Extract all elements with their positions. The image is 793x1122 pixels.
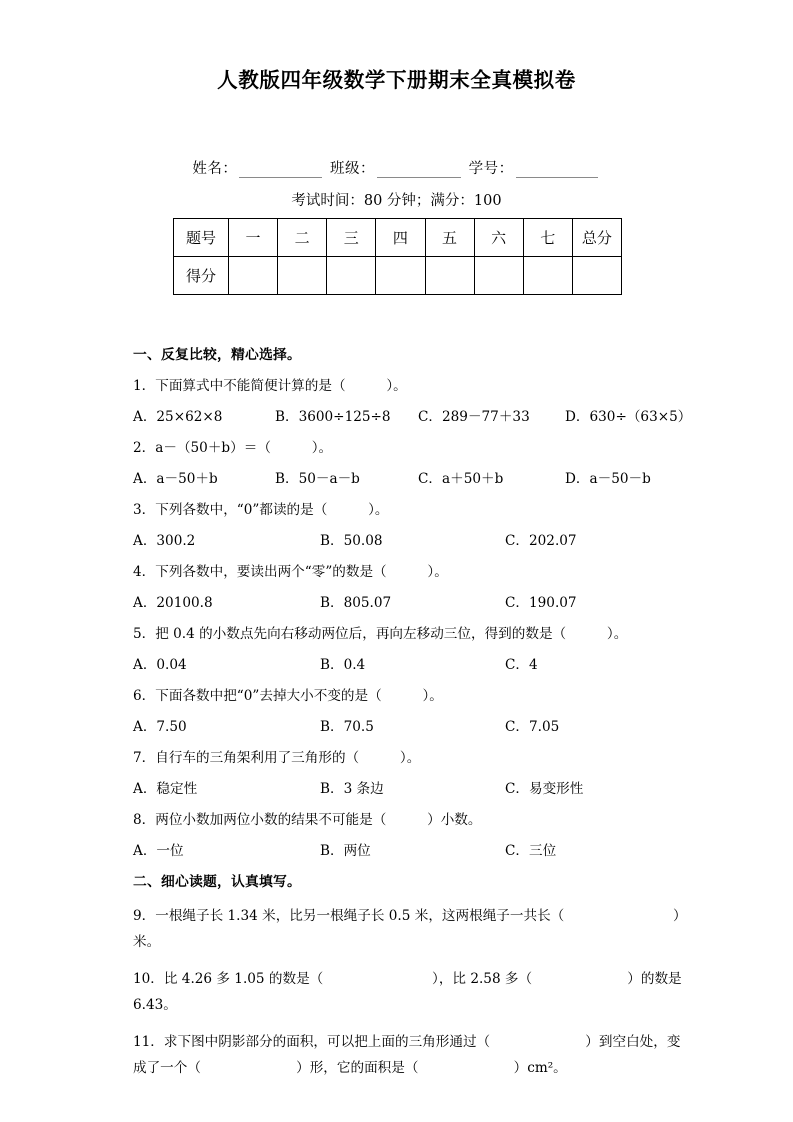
question-1-option-d[interactable]: D．630÷（63×5） — [565, 409, 692, 425]
page-title: 人教版四年级数学下册期末全真模拟卷 — [217, 68, 576, 92]
question-2-option-d[interactable]: D．a－50－b — [565, 471, 651, 487]
question-4-stem: 4．下列各数中，要读出两个“零”的数是（ ）。 — [133, 564, 448, 580]
question-6-option-a[interactable]: A．7.50 — [133, 719, 187, 735]
exam-info-line: 考试时间：80 分钟；满分：100 — [291, 193, 502, 209]
score-table-col-2: 二 — [278, 219, 327, 257]
question-7-option-b[interactable]: B．3 条边 — [320, 781, 384, 797]
question-3-stem: 3．下列各数中，“0”都读的是（ ）。 — [133, 502, 389, 518]
question-2-options — [133, 470, 693, 488]
question-3-option-c[interactable]: C．202.07 — [505, 533, 577, 549]
score-cell-5[interactable] — [425, 257, 474, 295]
question-6-stem: 6．下面各数中把“0”去掉大小不变的是（ ）。 — [133, 688, 443, 704]
question-10-stem: 10．比 4.26 多 1.05 的数是（ ），比 2.58 多（ ）的数是 6.43。 — [133, 971, 682, 1013]
question-2-option-a[interactable]: A．a－50＋b — [133, 471, 218, 487]
score-cell-2[interactable] — [278, 257, 327, 295]
question-7-stem: 7．自行车的三角架利用了三角形的（ ）。 — [133, 750, 421, 766]
question-5-option-a[interactable]: A．0.04 — [133, 657, 187, 673]
question-8-options — [133, 842, 693, 860]
question-11-stem: 11．求下图中阴影部分的面积，可以把上面的三角形通过（ ）到空白处，变成了一个（ ）形，它的面积是（ ）cm²。 — [133, 1034, 681, 1076]
identity-line — [0, 157, 793, 178]
score-table-row-label-2: 得分 — [174, 257, 229, 295]
score-table — [173, 218, 622, 295]
score-cell-6[interactable] — [474, 257, 523, 295]
class-label: 班级： — [330, 161, 375, 177]
question-6-options — [133, 718, 693, 736]
name-input-rule[interactable] — [239, 164, 322, 178]
question-8-option-a[interactable]: A．一位 — [133, 843, 184, 859]
score-table-col-3: 三 — [327, 219, 376, 257]
question-2-option-c[interactable]: C．a＋50＋b — [418, 471, 504, 487]
question-3-options — [133, 532, 693, 550]
class-input-rule[interactable] — [377, 164, 461, 178]
question-5-options — [133, 656, 693, 674]
question-7-option-a[interactable]: A．稳定性 — [133, 781, 198, 797]
table-row-scores — [174, 257, 622, 295]
score-table-col-4: 四 — [376, 219, 425, 257]
student-id-label: 学号： — [468, 161, 514, 177]
question-7-option-c[interactable]: C．易变形性 — [505, 781, 584, 797]
question-4-option-c[interactable]: C．190.07 — [505, 595, 577, 611]
question-1-option-a[interactable]: A．25×62×8 — [133, 409, 223, 425]
question-6-option-b[interactable]: B．70.5 — [320, 719, 374, 735]
score-table-col-total: 总分 — [572, 219, 621, 257]
question-1-option-c[interactable]: C．289－77＋33 — [418, 409, 530, 425]
question-8-option-b[interactable]: B．两位 — [320, 843, 371, 859]
question-5-option-c[interactable]: C．4 — [505, 657, 538, 673]
question-2-option-b[interactable]: B．50－a－b — [275, 471, 360, 487]
question-8-stem: 8．两位小数加两位小数的结果不可能是（ ）小数。 — [133, 812, 482, 828]
question-1-stem: 1．下面算式中不能简便计算的是（ ）。 — [133, 378, 407, 394]
question-6-option-c[interactable]: C．7.05 — [505, 719, 560, 735]
question-4-option-b[interactable]: B．805.07 — [320, 595, 392, 611]
score-cell-1[interactable] — [229, 257, 278, 295]
score-table-col-7: 七 — [523, 219, 572, 257]
question-2-stem: 2．a－（50＋b）＝（ ）。 — [133, 440, 333, 456]
question-9-stem: 9．一根绳子长 1.34 米，比另一根绳子长 0.5 米，这两根绳子一共长（ ）米。 — [133, 908, 687, 950]
student-id-input-rule[interactable] — [516, 164, 598, 178]
exam-body — [133, 346, 693, 1092]
question-1-option-b[interactable]: B．3600÷125÷8 — [275, 409, 391, 425]
score-table-col-6: 六 — [474, 219, 523, 257]
score-cell-4[interactable] — [376, 257, 425, 295]
score-table-row-label-1: 题号 — [174, 219, 229, 257]
score-cell-7[interactable] — [523, 257, 572, 295]
question-7-options — [133, 780, 693, 798]
score-table-col-5: 五 — [425, 219, 474, 257]
question-8-option-c[interactable]: C．三位 — [505, 843, 557, 859]
question-4-options — [133, 594, 693, 612]
score-table-col-1: 一 — [229, 219, 278, 257]
score-cell-total[interactable] — [572, 257, 621, 295]
question-5-stem: 5．把 0.4 的小数点先向右移动两位后，再向左移动三位，得到的数是（ ）。 — [133, 626, 628, 642]
question-4-option-a[interactable]: A．20100.8 — [133, 595, 213, 611]
score-cell-3[interactable] — [327, 257, 376, 295]
question-3-option-b[interactable]: B．50.08 — [320, 533, 383, 549]
table-row-headers — [174, 219, 622, 257]
question-5-option-b[interactable]: B．0.4 — [320, 657, 366, 673]
name-label: 姓名： — [192, 161, 238, 177]
section-heading-1: 一、反复比较，精心选择。 — [133, 347, 301, 363]
question-1-options — [133, 408, 693, 426]
question-3-option-a[interactable]: A．300.2 — [133, 533, 196, 549]
section-heading-2: 二、细心读题，认真填写。 — [133, 874, 301, 890]
